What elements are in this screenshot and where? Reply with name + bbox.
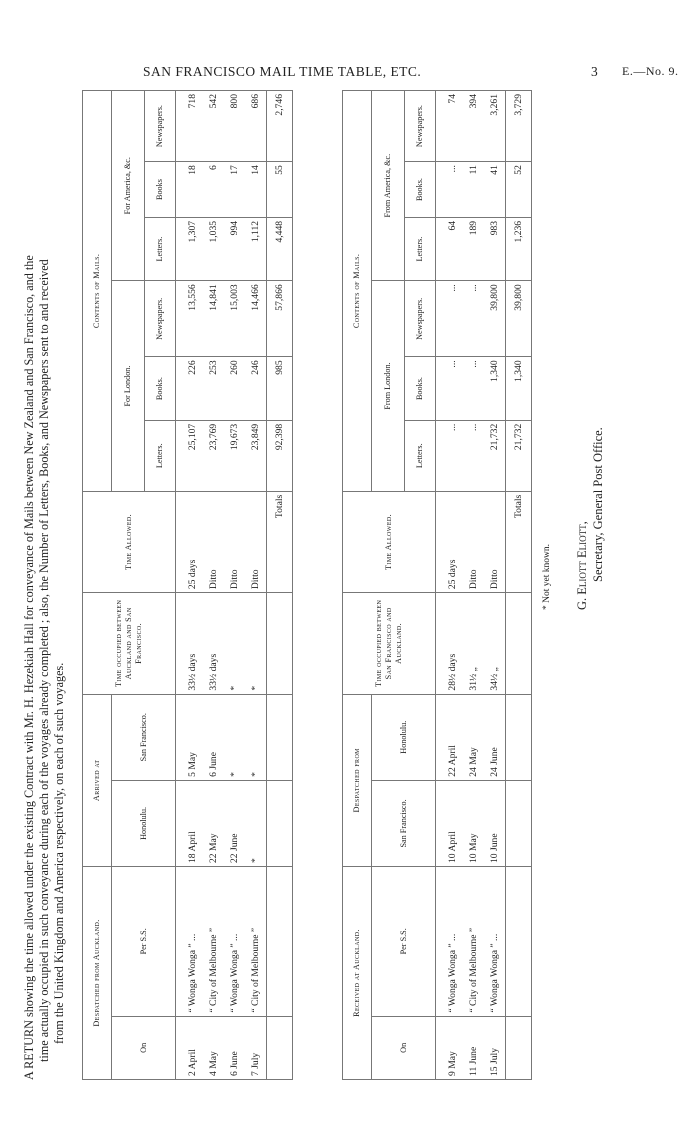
total-cell: 21,732 — [506, 420, 532, 491]
cell-ship: “ Wonga Wonga ” ... — [436, 867, 464, 1017]
cell-a_letters: 1,112 — [245, 217, 267, 280]
newspapers-header: Newspapers. — [145, 281, 176, 357]
cell-a_letters: 983 — [484, 217, 506, 280]
cell-on: 4 May — [203, 1016, 224, 1079]
on-header: On — [112, 1016, 176, 1079]
totals-label: Totals — [506, 491, 532, 592]
letters-header: Letters. — [405, 420, 436, 491]
document-code: E.—No. 9. — [622, 64, 679, 78]
cell-on: 7 July — [245, 1016, 267, 1079]
footnote: * Not yet known. — [542, 544, 552, 610]
contents-header: Contents of Mails. — [83, 91, 112, 492]
cell-l_news: 15,003 — [224, 281, 245, 357]
cell-l_books: 253 — [203, 357, 224, 420]
total-cell: 92,398 — [267, 420, 293, 491]
cell-a_news: 800 — [224, 91, 245, 162]
for-london-header: For London. — [112, 281, 145, 491]
cell-sf: * — [245, 694, 267, 780]
table-row — [245, 91, 267, 1080]
letters-header: Letters. — [145, 217, 176, 280]
cell-occupied: * — [245, 593, 267, 694]
total-cell: 52 — [506, 162, 532, 218]
total-cell: 3,729 — [506, 91, 532, 162]
page-number: 3 — [591, 64, 599, 79]
books-header: Books — [145, 162, 176, 218]
cell-ship: “ Wonga Wonga ” ... — [484, 867, 506, 1017]
time-occupied-header: Time occupied between Auckland and San Francisco. — [83, 593, 176, 694]
arrived-header: Arrived at — [83, 694, 112, 866]
signatory-name: G. Eliott Eliott, — [575, 521, 589, 610]
cell-honolulu: 22 May — [203, 780, 224, 866]
despatched-header: Despatched from Auckland. — [83, 867, 112, 1080]
intro-line: A RETURN showing the time allowed under the existing Contract with Mr. H. Hezekiah Hall for conveyance of Mails between New Zealand and San Francisco, and the — [22, 255, 36, 1080]
total-cell: 39,800 — [506, 281, 532, 357]
cell-a_letters: 64 — [436, 217, 464, 280]
cell-allowed: 25 days — [436, 491, 464, 592]
table-row — [484, 91, 506, 1080]
cell-a_news: 394 — [463, 91, 484, 162]
cell-occupied: 34½ „ — [484, 593, 506, 694]
cell-a_books: 17 — [224, 162, 245, 218]
intro-paragraph — [22, 90, 66, 1080]
books-header: Books. — [405, 162, 436, 218]
cell-on: 6 June — [224, 1016, 245, 1079]
cell-l_letters: 23,849 — [245, 420, 267, 491]
cell-a_books: 41 — [484, 162, 506, 218]
table-row — [176, 91, 204, 1080]
intro-line: from the United Kingdom and America respectively, on each of such voyages. — [51, 662, 66, 1044]
cell-l_news: 39,800 — [484, 281, 506, 357]
rotated-return-document — [22, 90, 690, 1080]
cell-a_letters: 1,035 — [203, 217, 224, 280]
cell-a_news: 718 — [176, 91, 204, 162]
newspapers-header: Newspapers. — [405, 281, 436, 357]
cell-occupied: 31½ „ — [463, 593, 484, 694]
total-cell: 1,236 — [506, 217, 532, 280]
cell-allowed: 25 days — [176, 491, 204, 592]
table-row — [224, 91, 245, 1080]
cell-a_books: 14 — [245, 162, 267, 218]
cell-l_books: 246 — [245, 357, 267, 420]
total-cell: 4,448 — [267, 217, 293, 280]
time-occupied-header: Time occupied between San Francisco and Auckland. — [343, 593, 436, 694]
honolulu-header: Honolulu. — [112, 780, 176, 866]
from-london-header: From London. — [372, 281, 405, 491]
cell-on: 11 June — [463, 1016, 484, 1079]
contents-header: Contents of Mails. — [343, 91, 372, 492]
per-ss-header: Per S.S. — [372, 867, 436, 1017]
cell-a_news: 686 — [245, 91, 267, 162]
cell-l_letters: 25,107 — [176, 420, 204, 491]
intro-line: time actually occupied in such conveyance during each of the voyages already completed ; also, the Number of Letters, Books, and Newspapers sent to and received — [36, 259, 51, 1062]
cell-allowed: Ditto — [245, 491, 267, 592]
cell-l_letters: ... — [463, 420, 484, 491]
cell-honolulu: 18 April — [176, 780, 204, 866]
cell-l_books: ... — [436, 357, 464, 420]
cell-sf: 6 June — [203, 694, 224, 780]
table-row — [203, 91, 224, 1080]
cell-allowed: Ditto — [484, 491, 506, 592]
cell-l_books: 1,340 — [484, 357, 506, 420]
cell-l_letters: ... — [436, 420, 464, 491]
cell-ship: “ City of Melbourne ” — [203, 867, 224, 1017]
letters-header: Letters. — [405, 217, 436, 280]
cell-honolulu: 24 May — [463, 694, 484, 780]
page-title: SAN FRANCISCO MAIL TIME TABLE, ETC. — [143, 64, 422, 79]
cell-a_books: 6 — [203, 162, 224, 218]
received-header: Received at Auckland. — [343, 867, 372, 1080]
cell-ship: “ Wonga Wonga ” ... — [224, 867, 245, 1017]
books-header: Books. — [145, 357, 176, 420]
cell-a_news: 3,261 — [484, 91, 506, 162]
newspapers-header: Newspapers. — [145, 91, 176, 162]
inward-mails-table — [342, 90, 532, 1080]
signature-block — [574, 427, 606, 610]
from-america-header: From America, &c. — [372, 91, 405, 281]
totals-row — [506, 91, 532, 1080]
cell-honolulu: * — [245, 780, 267, 866]
cell-l_books: 260 — [224, 357, 245, 420]
totals-row — [267, 91, 293, 1080]
cell-a_books: 11 — [463, 162, 484, 218]
table-row — [436, 91, 464, 1080]
cell-sf: 10 May — [463, 780, 484, 866]
newspapers-header: Newspapers. — [405, 91, 436, 162]
signatory-title: Secretary, General Post Office. — [591, 427, 605, 582]
time-allowed-header: Time Allowed. — [83, 491, 176, 592]
cell-allowed: Ditto — [463, 491, 484, 592]
san-francisco-header: San Francisco. — [372, 780, 436, 866]
cell-on: 9 May — [436, 1016, 464, 1079]
letters-header: Letters. — [145, 420, 176, 491]
total-cell: 2,746 — [267, 91, 293, 162]
cell-occupied: 28½ days — [436, 593, 464, 694]
cell-a_news: 542 — [203, 91, 224, 162]
cell-sf: 10 June — [484, 780, 506, 866]
cell-sf: 5 May — [176, 694, 204, 780]
cell-l_news: 14,841 — [203, 281, 224, 357]
table-row — [463, 91, 484, 1080]
time-allowed-header: Time Allowed. — [343, 491, 436, 592]
total-cell: 985 — [267, 357, 293, 420]
cell-ship: “ City of Melbourne ” — [463, 867, 484, 1017]
cell-occupied: * — [224, 593, 245, 694]
cell-l_books: ... — [463, 357, 484, 420]
cell-l_news: 13,556 — [176, 281, 204, 357]
cell-ship: “ Wonga Wonga ” ... — [176, 867, 204, 1017]
total-cell: 1,340 — [506, 357, 532, 420]
cell-on: 15 July — [484, 1016, 506, 1079]
despatched-from-header: Despatched from — [343, 694, 372, 866]
cell-l_letters: 23,769 — [203, 420, 224, 491]
cell-allowed: Ditto — [224, 491, 245, 592]
cell-honolulu: 24 June — [484, 694, 506, 780]
cell-l_news: ... — [436, 281, 464, 357]
cell-occupied: 33½ days — [176, 593, 204, 694]
cell-sf: * — [224, 694, 245, 780]
cell-on: 2 April — [176, 1016, 204, 1079]
cell-l_books: 226 — [176, 357, 204, 420]
cell-sf: 10 April — [436, 780, 464, 866]
cell-l_letters: 21,732 — [484, 420, 506, 491]
for-america-header: For America, &c. — [112, 91, 145, 281]
total-cell: 57,866 — [267, 281, 293, 357]
total-cell: 55 — [267, 162, 293, 218]
san-francisco-header: San Francisco. — [112, 694, 176, 780]
cell-honolulu: 22 June — [224, 780, 245, 866]
cell-a_books: ... — [436, 162, 464, 218]
cell-a_letters: 994 — [224, 217, 245, 280]
books-header: Books. — [405, 357, 436, 420]
on-header: On — [372, 1016, 436, 1079]
cell-l_news: 14,466 — [245, 281, 267, 357]
cell-ship: “ City of Melbourne ” — [245, 867, 267, 1017]
cell-occupied: 33½ days — [203, 593, 224, 694]
cell-a_letters: 189 — [463, 217, 484, 280]
per-ss-header: Per S.S. — [112, 867, 176, 1017]
outward-mails-table — [82, 90, 293, 1080]
totals-label: Totals — [267, 491, 293, 592]
cell-honolulu: 22 April — [436, 694, 464, 780]
cell-allowed: Ditto — [203, 491, 224, 592]
cell-l_letters: 19,673 — [224, 420, 245, 491]
cell-a_books: 18 — [176, 162, 204, 218]
cell-a_news: 74 — [436, 91, 464, 162]
cell-a_letters: 1,307 — [176, 217, 204, 280]
honolulu-header: Honolulu. — [372, 694, 436, 780]
cell-l_news: ... — [463, 281, 484, 357]
